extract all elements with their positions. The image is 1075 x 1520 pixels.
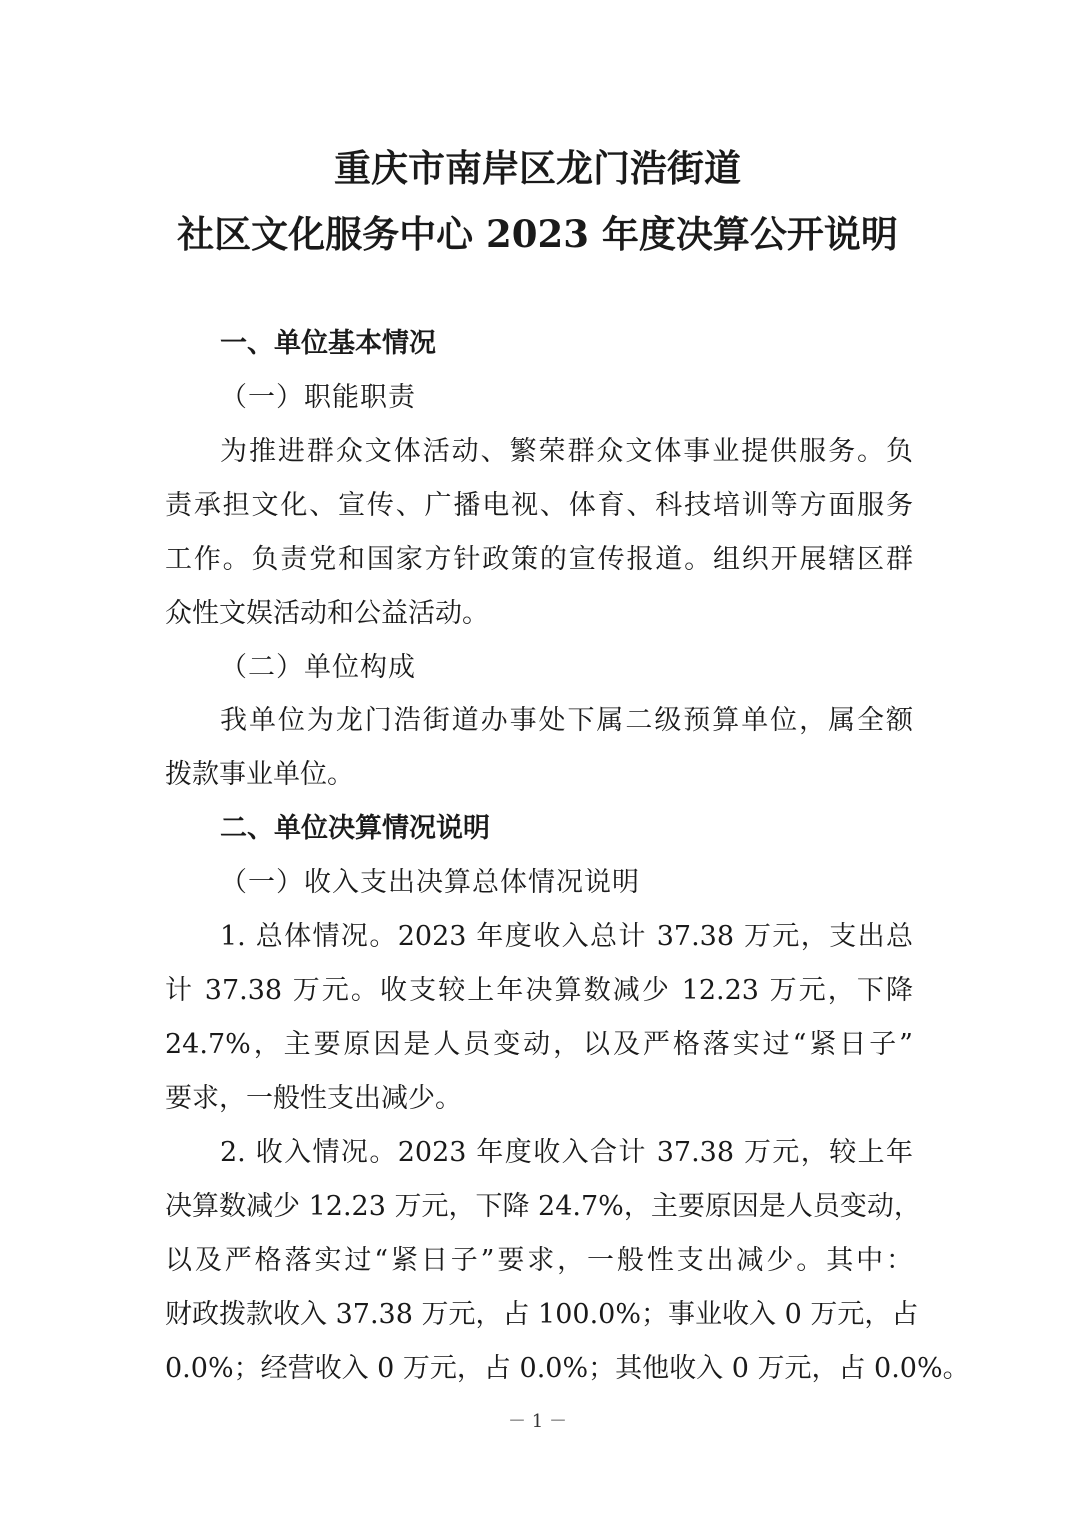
paragraph-line: 2. 收入情况。2023 年度收入合计 37.38 万元，较上年	[220, 1137, 913, 1168]
paragraph-line: 要求，一般性支出减少。	[165, 1083, 462, 1114]
paragraph-line: 0.0%；经营收入 0 万元，占 0.0%；其他收入 0 万元，占 0.0%。	[165, 1353, 970, 1384]
paragraph-line: 1. 总体情况。2023 年度收入总计 37.38 万元，支出总	[220, 921, 913, 952]
section-2-heading: 二、单位决算情况说明	[220, 813, 490, 844]
paragraph-line: 24.7%，主要原因是人员变动，以及严格落实过“紧日子”	[165, 1029, 913, 1060]
paragraph-line: 拨款事业单位。	[165, 759, 354, 790]
page-number: － 1 －	[508, 1411, 567, 1432]
paragraph-line: 我单位为龙门浩街道办事处下属二级预算单位，属全额	[220, 705, 913, 736]
section-1-heading: 一、单位基本情况	[220, 328, 436, 359]
paragraph-line: 以及严格落实过“紧日子”要求，一般性支出减少。其中：	[165, 1245, 913, 1276]
paragraph-line: 财政拨款收入 37.38 万元，占 100.0%；事业收入 0 万元，占	[165, 1299, 919, 1330]
paragraph-line: 计 37.38 万元。收支较上年决算数减少 12.23 万元，下降	[165, 975, 913, 1006]
paragraph-line: 工作。负责党和国家方针政策的宣传报道。组织开展辖区群	[165, 544, 913, 575]
section-2-subheading-1: （一）收入支出决算总体情况说明	[220, 867, 640, 898]
document-title-line-2: 社区文化服务中心 2023 年度决算公开说明	[177, 212, 898, 256]
paragraph-line: 决算数减少 12.23 万元，下降 24.7%，主要原因是人员变动，	[165, 1191, 921, 1222]
paragraph-line: 众性文娱活动和公益活动。	[165, 598, 489, 629]
section-1-subheading-1: （一）职能职责	[220, 382, 416, 413]
paragraph-line: 为推进群众文体活动、繁荣群众文体事业提供服务。负	[220, 436, 913, 467]
section-1-subheading-2: （二）单位构成	[220, 652, 416, 683]
document-title-line-1: 重庆市南岸区龙门浩街道	[334, 146, 741, 190]
paragraph-line: 责承担文化、宣传、广播电视、体育、科技培训等方面服务	[165, 490, 913, 521]
